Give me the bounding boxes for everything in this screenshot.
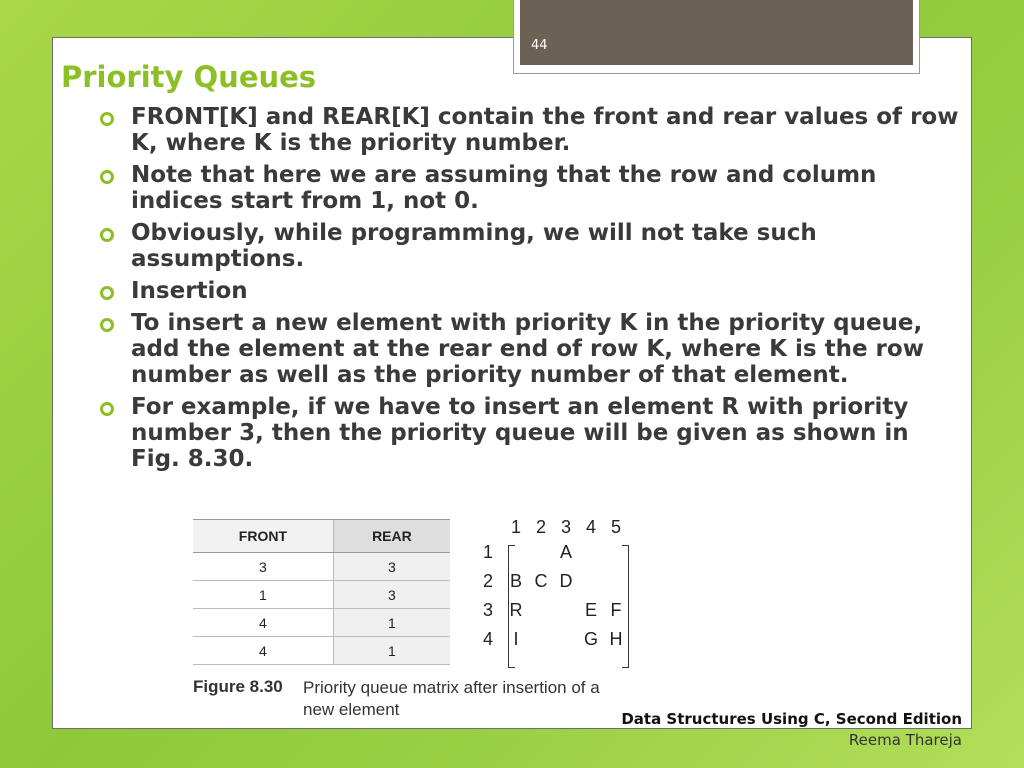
front-header: FRONT: [193, 520, 333, 553]
matrix-cell: I: [513, 629, 519, 649]
matrix-col-header: 3: [560, 517, 571, 537]
bullet-circle-icon: [100, 286, 114, 300]
bullet-circle-icon: [100, 318, 114, 332]
matrix-cell: R: [509, 600, 523, 620]
matrix-cell: A: [559, 542, 572, 562]
matrix-row-header: 2: [482, 571, 493, 591]
bullet-circle-icon: [100, 402, 114, 416]
footer-author: Reema Thareja: [848, 731, 962, 749]
matrix-cell: E: [584, 600, 597, 620]
bullet-item: Insertion: [100, 278, 960, 304]
table-row: [193, 637, 450, 665]
priority-queue-matrix: [478, 514, 638, 664]
bullet-item: To insert a new element with priority K in the priority queue, add the element at the rear end of row K, where K is the row number as well as the priority number of that element.: [100, 310, 960, 388]
table-row: [193, 609, 450, 637]
front-cell: 4: [193, 609, 333, 637]
bullet-circle-icon: [100, 170, 114, 184]
figure-label: Figure 8.30: [193, 677, 283, 696]
matrix-cell: B: [509, 571, 522, 591]
rear-cell: 3: [333, 581, 450, 609]
bullet-circle-icon: [100, 112, 114, 126]
matrix-cell: G: [583, 629, 598, 649]
front-rear-table: [193, 519, 450, 665]
matrix-col-header: 4: [585, 517, 596, 537]
table-row: [193, 581, 450, 609]
rear-cell: 1: [333, 637, 450, 665]
matrix-col-header: 5: [610, 517, 621, 537]
matrix-cell: H: [609, 629, 623, 649]
rear-header: REAR: [333, 520, 450, 553]
figure-caption-text: Priority queue matrix after insertion of a new element: [303, 678, 600, 719]
matrix-col-header: 1: [510, 517, 521, 537]
bullet-item: For example, if we have to insert an element R with priority number 3, then the priority queue will be given as shown in Fig. 8.30.: [100, 394, 960, 472]
front-cell: 3: [193, 553, 333, 581]
table-row: [193, 553, 450, 581]
matrix-row-header: 3: [482, 600, 493, 620]
bullet-item: FRONT[K] and REAR[K] contain the front and rear values of row K, where K is the priority number.: [100, 104, 960, 156]
front-cell: 4: [193, 637, 333, 665]
bullet-circle-icon: [100, 228, 114, 242]
bullet-list: [100, 104, 960, 478]
rear-cell: 3: [333, 553, 450, 581]
matrix-cell: F: [610, 600, 622, 620]
front-cell: 1: [193, 581, 333, 609]
bullet-item: Note that here we are assuming that the row and column indices start from 1, not 0.: [100, 162, 960, 214]
slide-number: 44: [531, 38, 548, 53]
matrix-col-header: 2: [535, 517, 546, 537]
slide-number-tab: [513, 0, 920, 74]
footer-book-title: Data Structures Using C, Second Edition: [621, 710, 962, 728]
matrix-cell: C: [534, 571, 548, 591]
matrix-cell: D: [559, 571, 573, 591]
matrix-row-header: 1: [482, 542, 493, 562]
slide-title: Priority Queues: [61, 60, 317, 94]
bullet-item: Obviously, while programming, we will not take such assumptions.: [100, 220, 960, 272]
matrix-row-header: 4: [482, 629, 493, 649]
rear-cell: 1: [333, 609, 450, 637]
